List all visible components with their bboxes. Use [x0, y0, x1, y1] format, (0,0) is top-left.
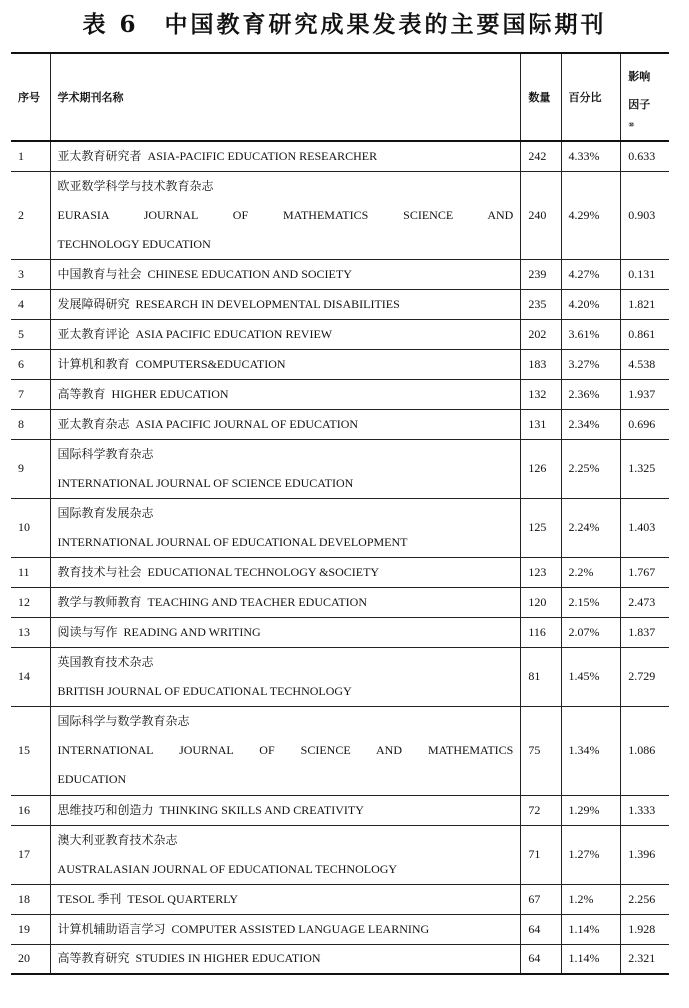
row-percent: 1.27% — [561, 825, 621, 884]
journal-name-cn: 国际科学与数学教育杂志 — [57, 714, 190, 728]
row-percent: 4.29% — [561, 171, 621, 259]
row-count: 202 — [521, 319, 561, 349]
journal-name-cn: 教学与教师教育 — [57, 594, 142, 609]
journal-name-cn: 计算机辅助语言学习 — [57, 921, 166, 936]
journal-name-en: READING AND WRITING — [123, 624, 261, 639]
row-index: 16 — [11, 795, 50, 825]
journal-name-en: ASIA-PACIFIC EDUCATION RESEARCHER — [147, 148, 378, 163]
row-percent: 1.14% — [561, 944, 621, 974]
journal-name-cell — [50, 825, 521, 884]
row-impact-factor: 0.131 — [621, 259, 669, 289]
journal-name-cell — [50, 706, 521, 795]
header-percent: 百分比 — [561, 53, 621, 141]
journal-name-en: EURASIA JOURNAL OF MATHEMATICS SCIENCE AND — [57, 207, 514, 222]
table-row — [11, 825, 669, 884]
journal-name-cn: 阅读与写作 — [57, 624, 118, 639]
table-row — [11, 259, 669, 289]
journal-name-en: AUSTRALASIAN JOURNAL OF EDUCATIONAL TECHNOLOGY — [57, 861, 398, 876]
journal-name-cell — [50, 498, 521, 557]
journal-name-en: ASIA PACIFIC EDUCATION REVIEW — [135, 326, 333, 341]
journal-name-cell — [50, 944, 521, 974]
row-index: 20 — [11, 944, 50, 974]
journal-name-cell — [50, 557, 521, 587]
row-count: 71 — [521, 825, 561, 884]
row-impact-factor: 1.325 — [621, 439, 669, 498]
row-impact-factor: 0.903 — [621, 171, 669, 259]
table-row — [11, 587, 669, 617]
table-row — [11, 349, 669, 379]
row-count: 125 — [521, 498, 561, 557]
row-index: 15 — [11, 706, 50, 795]
journal-name-cell — [50, 795, 521, 825]
table-row — [11, 944, 669, 974]
journal-name-cn: 国际科学教育杂志 — [57, 446, 154, 461]
row-index: 8 — [11, 409, 50, 439]
journal-name-cn: TESOL 季刊 — [57, 891, 122, 906]
row-impact-factor: 1.767 — [621, 557, 669, 587]
journal-name-cell — [50, 409, 521, 439]
row-index: 7 — [11, 379, 50, 409]
table-row — [11, 647, 669, 706]
journal-name-cell — [50, 141, 521, 171]
journal-name-en: EDUCATIONAL TECHNOLOGY &SOCIETY — [147, 564, 380, 579]
journal-name-cell — [50, 289, 521, 319]
header-impact-line2: 因子 — [628, 98, 651, 111]
row-impact-factor: 0.696 — [621, 409, 669, 439]
row-count: 235 — [521, 289, 561, 319]
journal-name-cn: 高等教育研究 — [57, 951, 130, 966]
journal-name-en: STUDIES IN HIGHER EDUCATION — [135, 951, 321, 966]
journal-name-cell — [50, 171, 521, 259]
row-count: 131 — [521, 409, 561, 439]
journal-name-en: TEACHING AND TEACHER EDUCATION — [147, 594, 367, 609]
journal-name-cn: 发展障碍研究 — [57, 296, 130, 311]
row-percent: 1.29% — [561, 795, 621, 825]
row-index: 18 — [11, 884, 50, 914]
header-impact-footnote: ⑩ — [628, 121, 635, 129]
journal-name-cn: 英国教育技术杂志 — [57, 654, 154, 669]
journal-name-cell — [50, 914, 521, 944]
row-impact-factor: 1.937 — [621, 379, 669, 409]
journal-name-cn: 亚太教育评论 — [57, 326, 130, 341]
row-percent: 3.27% — [561, 349, 621, 379]
journal-name-cell — [50, 647, 521, 706]
table-row — [11, 439, 669, 498]
row-count: 64 — [521, 914, 561, 944]
journal-name-cell — [50, 349, 521, 379]
table-caption: 表 6 中国教育研究成果发表的主要国际期刊 — [82, 11, 607, 38]
row-index: 13 — [11, 617, 50, 647]
journal-name-cell — [50, 319, 521, 349]
journal-name-cn: 计算机和教育 — [57, 356, 130, 371]
header-index: 序号 — [11, 53, 50, 141]
row-percent: 2.34% — [561, 409, 621, 439]
row-count: 64 — [521, 944, 561, 974]
header-count: 数量 — [521, 53, 561, 141]
row-impact-factor: 1.333 — [621, 795, 669, 825]
table-row — [11, 379, 669, 409]
row-index: 14 — [11, 647, 50, 706]
row-percent: 1.14% — [561, 914, 621, 944]
journal-name-en: THINKING SKILLS AND CREATIVITY — [159, 802, 364, 817]
journal-name-en-cont: TECHNOLOGY EDUCATION — [57, 236, 211, 251]
journal-name-cn: 亚太教育研究者 — [57, 148, 142, 163]
row-impact-factor: 1.396 — [621, 825, 669, 884]
table-row — [11, 409, 669, 439]
row-percent: 2.15% — [561, 587, 621, 617]
row-count: 120 — [521, 587, 561, 617]
row-count: 183 — [521, 349, 561, 379]
journal-name-cn: 澳大利亚教育技术杂志 — [57, 832, 178, 847]
table-row — [11, 617, 669, 647]
journal-name-en: INTERNATIONAL JOURNAL OF EDUCATIONAL DEVELOPMENT — [57, 534, 408, 549]
journal-name-cn: 思维技巧和创造力 — [57, 802, 154, 817]
row-index: 5 — [11, 319, 50, 349]
row-index: 4 — [11, 289, 50, 319]
row-index: 3 — [11, 259, 50, 289]
table-row — [11, 795, 669, 825]
table-row — [11, 884, 669, 914]
journal-name-cn: 中国教育与社会 — [57, 266, 142, 281]
row-index: 2 — [11, 171, 50, 259]
row-impact-factor: 2.729 — [621, 647, 669, 706]
row-percent: 2.2% — [561, 557, 621, 587]
row-percent: 2.24% — [561, 498, 621, 557]
row-impact-factor: 0.861 — [621, 319, 669, 349]
journal-name-en: HIGHER EDUCATION — [111, 386, 229, 401]
row-percent: 4.33% — [561, 141, 621, 171]
row-count: 123 — [521, 557, 561, 587]
journal-name-cell — [50, 617, 521, 647]
journal-name-cell — [50, 587, 521, 617]
journal-name-cn: 欧亚数学科学与技术教育杂志 — [57, 178, 214, 193]
journal-name-cell — [50, 884, 521, 914]
row-percent: 4.20% — [561, 289, 621, 319]
row-percent: 2.07% — [561, 617, 621, 647]
header-row — [11, 53, 669, 141]
row-index: 17 — [11, 825, 50, 884]
journal-name-en: RESEARCH IN DEVELOPMENTAL DISABILITIES — [135, 296, 400, 311]
row-count: 126 — [521, 439, 561, 498]
row-impact-factor: 1.837 — [621, 617, 669, 647]
row-count: 242 — [521, 141, 561, 171]
row-percent: 1.2% — [561, 884, 621, 914]
row-index: 11 — [11, 557, 50, 587]
row-count: 75 — [521, 706, 561, 795]
row-count: 67 — [521, 884, 561, 914]
table-row — [11, 319, 669, 349]
journal-name-en: INTERNATIONAL JOURNAL OF SCIENCE AND MATHEMATICS — [57, 743, 514, 757]
journal-name-en: COMPUTERS&EDUCATION — [135, 356, 286, 371]
row-impact-factor: 2.256 — [621, 884, 669, 914]
journal-name-cn: 教育技术与社会 — [57, 564, 142, 579]
journal-name-en-cont: EDUCATION — [57, 772, 127, 786]
journal-name-en: CHINESE EDUCATION AND SOCIETY — [147, 266, 352, 281]
row-percent: 2.36% — [561, 379, 621, 409]
table-row — [11, 141, 669, 171]
table-row — [11, 171, 669, 259]
row-impact-factor: 2.473 — [621, 587, 669, 617]
row-index: 12 — [11, 587, 50, 617]
row-index: 9 — [11, 439, 50, 498]
journal-name-en: TESOL QUARTERLY — [127, 891, 239, 906]
journal-table — [11, 52, 669, 975]
row-percent: 3.61% — [561, 319, 621, 349]
row-percent: 2.25% — [561, 439, 621, 498]
row-index: 10 — [11, 498, 50, 557]
row-impact-factor: 1.403 — [621, 498, 669, 557]
table-row — [11, 289, 669, 319]
table-row — [11, 706, 669, 795]
journal-name-cn: 国际教育发展杂志 — [57, 505, 154, 520]
row-count: 132 — [521, 379, 561, 409]
row-percent: 1.45% — [561, 647, 621, 706]
row-index: 6 — [11, 349, 50, 379]
row-impact-factor: 1.821 — [621, 289, 669, 319]
row-count: 116 — [521, 617, 561, 647]
journal-name-en: COMPUTER ASSISTED LANGUAGE LEARNING — [171, 921, 430, 936]
row-impact-factor: 2.321 — [621, 944, 669, 974]
table-row — [11, 557, 669, 587]
row-impact-factor: 0.633 — [621, 141, 669, 171]
table-row — [11, 498, 669, 557]
row-index: 19 — [11, 914, 50, 944]
row-percent: 1.34% — [561, 706, 621, 795]
header-impact-factor — [621, 53, 669, 141]
journal-name-cell — [50, 259, 521, 289]
row-count: 81 — [521, 647, 561, 706]
journal-name-en: BRITISH JOURNAL OF EDUCATIONAL TECHNOLOGY — [57, 683, 352, 698]
row-count: 240 — [521, 171, 561, 259]
header-impact-line1: 影响 — [628, 70, 651, 83]
row-impact-factor: 1.086 — [621, 706, 669, 795]
row-percent: 4.27% — [561, 259, 621, 289]
row-count: 72 — [521, 795, 561, 825]
journal-name-cell — [50, 379, 521, 409]
header-journal-name: 学术期刊名称 — [50, 53, 521, 141]
journal-name-en: INTERNATIONAL JOURNAL OF SCIENCE EDUCATION — [57, 475, 354, 490]
row-impact-factor: 1.928 — [621, 914, 669, 944]
row-impact-factor: 4.538 — [621, 349, 669, 379]
journal-name-cell — [50, 439, 521, 498]
row-count: 239 — [521, 259, 561, 289]
table-row — [11, 914, 669, 944]
row-index: 1 — [11, 141, 50, 171]
journal-name-en: ASIA PACIFIC JOURNAL OF EDUCATION — [135, 416, 359, 431]
journal-name-cn: 亚太教育杂志 — [57, 416, 130, 431]
journal-name-cn: 高等教育 — [57, 386, 106, 401]
